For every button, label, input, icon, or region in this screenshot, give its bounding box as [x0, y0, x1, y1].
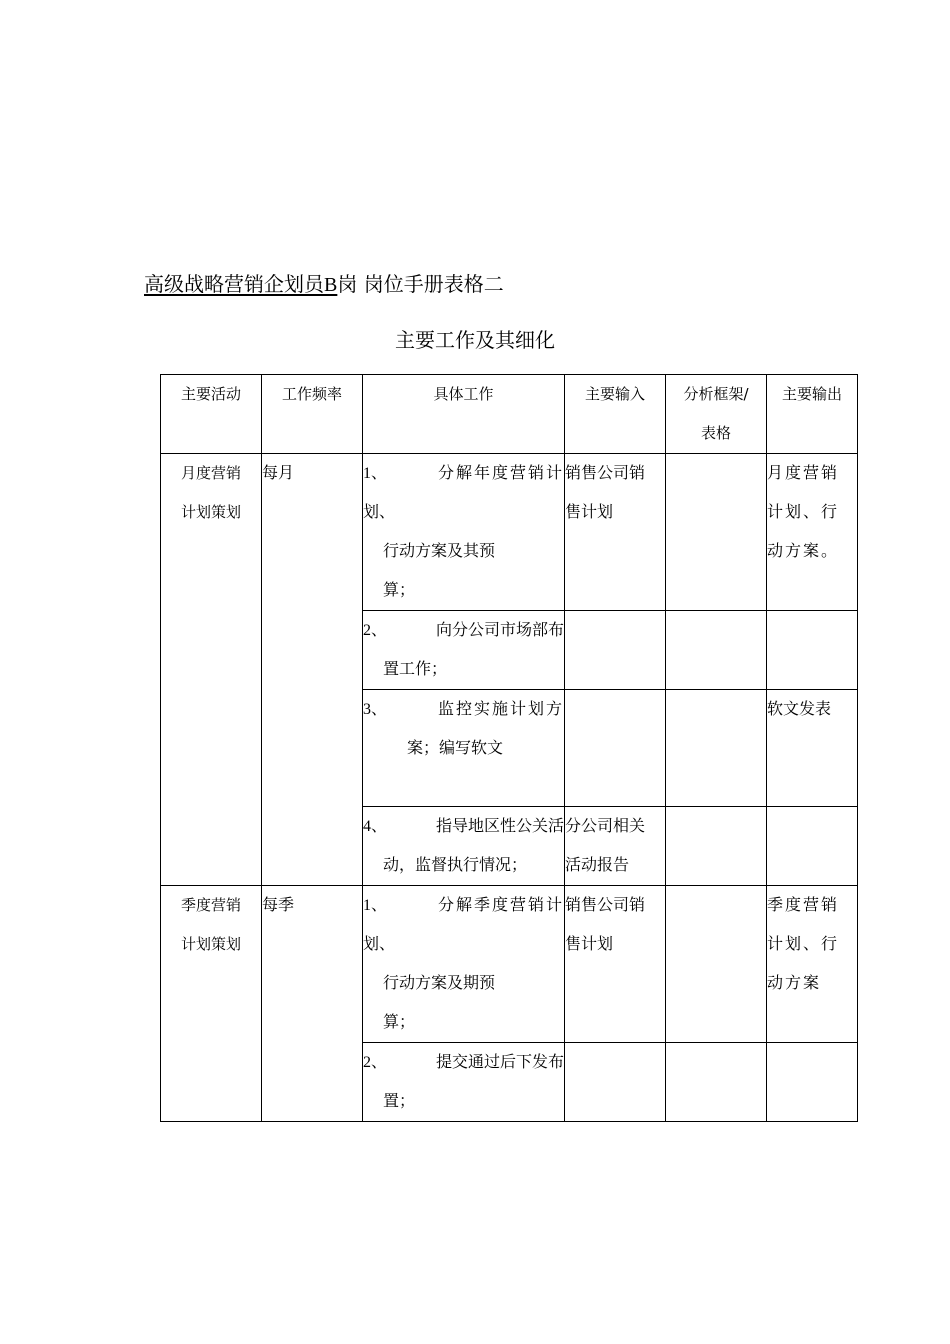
output-cell — [767, 1043, 858, 1122]
title-rest: 岗 岗位手册表格二 — [337, 272, 504, 296]
task-line: 行动方案及其预 — [383, 543, 496, 560]
task-number: 2、 — [363, 622, 388, 639]
task-line: 算； — [383, 582, 416, 599]
frequency-cell — [262, 886, 363, 1122]
document-title — [144, 270, 504, 299]
task-line: 置； — [383, 1093, 416, 1110]
frequency-cell — [262, 454, 363, 886]
input-line: 售计划 — [565, 936, 614, 953]
task-number: 2、 — [363, 1054, 388, 1071]
output-cell — [767, 690, 858, 807]
title-underlined-part: 高级战略营销企划员 — [144, 272, 324, 296]
activity-line: 月度营销 — [180, 464, 241, 482]
task-line: 动，监督执行情况； — [383, 857, 528, 874]
activity-cell — [161, 886, 262, 1122]
activity-line: 季度营销 — [180, 896, 241, 914]
task-line: 提交通过后下发布 — [435, 1054, 564, 1071]
task-number: 1、 — [363, 897, 388, 914]
task-line: 指导地区性公关活 — [435, 818, 564, 835]
framework-cell — [666, 611, 767, 690]
output-line: 软文发表 — [767, 701, 832, 718]
frequency-text: 每季 — [262, 897, 295, 914]
task-line: 分解季度营销计 — [437, 897, 564, 914]
task-line: 划、 — [363, 936, 396, 953]
input-line: 活动报告 — [565, 857, 630, 874]
input-cell — [565, 1043, 666, 1122]
task-line: 行动方案及期预 — [383, 975, 496, 992]
task-cell — [363, 886, 565, 1043]
task-number: 4、 — [363, 818, 388, 835]
frequency-text: 每月 — [262, 465, 295, 482]
task-line: 分解年度营销计 — [437, 465, 564, 482]
input-line: 分公司相关 — [565, 818, 646, 835]
header-framework — [666, 375, 767, 454]
task-line: 划、 — [363, 504, 396, 521]
task-cell — [363, 807, 565, 886]
output-line: 计划、行 — [767, 504, 840, 521]
title-letter: B — [324, 274, 338, 296]
framework-cell — [666, 454, 767, 611]
input-cell — [565, 611, 666, 690]
input-line: 售计划 — [565, 504, 614, 521]
task-number: 3、 — [363, 701, 388, 718]
task-cell — [363, 454, 565, 611]
header-activity: 主要活动 — [161, 375, 262, 454]
input-cell — [565, 454, 666, 611]
table-row — [161, 886, 858, 1043]
header-output: 主要输出 — [767, 375, 858, 454]
output-cell — [767, 807, 858, 886]
framework-cell — [666, 886, 767, 1043]
task-line: 案；编写软文 — [407, 740, 504, 757]
framework-cell — [666, 807, 767, 886]
input-cell — [565, 690, 666, 807]
header-work: 具体工作 — [363, 375, 565, 454]
task-line: 置工作； — [383, 661, 448, 678]
task-line: 监控实施计划方 — [437, 701, 564, 718]
table-row — [161, 454, 858, 611]
input-cell — [565, 886, 666, 1043]
table-header-row — [161, 375, 858, 454]
task-cell — [363, 690, 565, 807]
task-line: 算； — [383, 1014, 416, 1031]
output-cell — [767, 611, 858, 690]
activity-cell — [161, 454, 262, 886]
output-line: 季度营销 — [767, 897, 840, 914]
input-line: 销售公司销 — [565, 465, 646, 482]
input-line: 销售公司销 — [565, 897, 646, 914]
header-frequency: 工作频率 — [262, 375, 363, 454]
input-cell — [565, 807, 666, 886]
framework-cell — [666, 690, 767, 807]
document-subtitle: 主要工作及其细化 — [395, 328, 555, 352]
output-cell — [767, 886, 858, 1043]
activity-line: 计划策划 — [180, 503, 241, 521]
output-line: 计划、行 — [767, 936, 840, 953]
output-cell — [767, 454, 858, 611]
framework-cell — [666, 1043, 767, 1122]
work-detail-table — [160, 374, 858, 1122]
task-line: 向分公司市场部布 — [435, 622, 564, 639]
task-cell — [363, 1043, 565, 1122]
output-line: 月度营销 — [767, 465, 840, 482]
task-cell — [363, 611, 565, 690]
output-line: 动方案。 — [767, 543, 840, 560]
header-framework-line2: 表格 — [700, 424, 731, 442]
header-framework-line1: 分析框架/ — [683, 385, 749, 403]
activity-line: 计划策划 — [180, 935, 241, 953]
header-input: 主要输入 — [565, 375, 666, 454]
output-line: 动方案 — [767, 975, 822, 992]
task-number: 1、 — [363, 465, 388, 482]
